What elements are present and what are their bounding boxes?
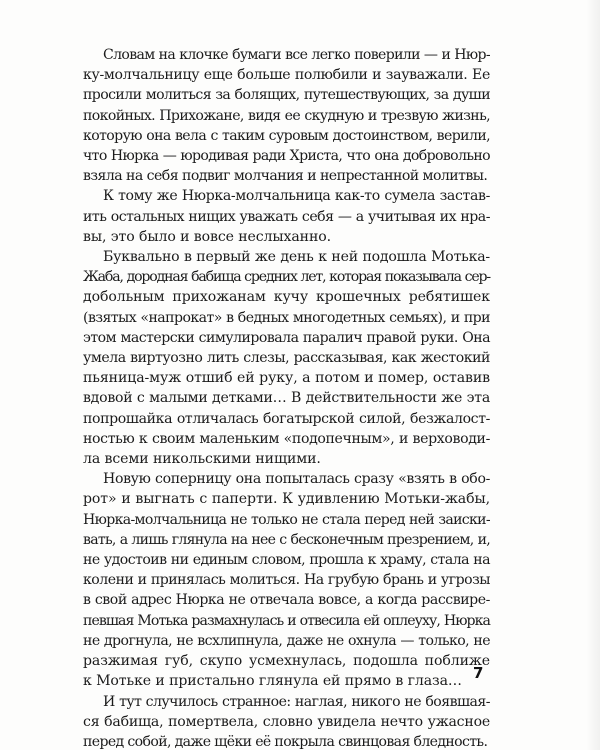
text-line: умела виртуозно лить слезы, рассказывая, как жестокий <box>83 348 490 368</box>
text-line: покойных. Прихожане, видя ее скудную и трезвую жизнь, <box>83 106 490 126</box>
text-line: просили молиться за болящих, путешествующих, за души <box>83 85 490 105</box>
text-line: к Мотьке и пристально глянула ей прямо в глаза… <box>83 671 490 691</box>
text-line: ностью к своим маленьким «подопечным», и верховоди- <box>83 429 490 449</box>
text-line: добольным прихожанам кучу крошечных ребятишек <box>83 287 490 307</box>
text-line: перед собой, даже щёки её покрыла свинцовая бледность. <box>83 732 490 752</box>
text-line: вать, а лишь глянула на нее с бесконечным презрением, и, <box>83 530 490 550</box>
paragraph <box>83 45 490 186</box>
text-line: певшая Мотька размахнулась и отвесила ей оплеуху, Нюрка <box>83 611 490 631</box>
text-line: ить остальных нищих уважать себя — а учитывая их нра- <box>83 207 490 227</box>
text-line: рот» и выгнать с паперти. К удивлению Мотьки-жабы, <box>83 489 490 509</box>
paragraph <box>83 469 490 691</box>
text-line: не дрогнула, не всхлипнула, даже не охнула — только, не <box>83 631 490 651</box>
text-line: этом мастерски симулировала паралич правой руки. Она <box>83 328 490 348</box>
text-line: Жаба, дородная бабища средних лет, которая показывала сер- <box>83 267 490 287</box>
text-line: Новую соперницу она попыталась сразу «взять в обо- <box>83 469 490 489</box>
body-text <box>83 45 490 752</box>
text-line: Нюрка-молчальница не только не стала перед ней заиски- <box>83 510 490 530</box>
text-line: в свой адрес Нюрка не отвечала вовсе, а когда рассвире- <box>83 590 490 610</box>
text-line: взяла на себя подвиг молчания и непрестанной молитвы. <box>83 166 490 186</box>
page-number: 7 <box>473 664 483 682</box>
text-line: что Нюрка — юродивая ради Христа, что она добровольно <box>83 146 490 166</box>
paragraph <box>83 247 490 469</box>
text-line: не удостоив ни единым словом, прошла к храму, стала на <box>83 550 490 570</box>
text-line: И тут случилось странное: наглая, никого не боявшая- <box>83 692 490 712</box>
text-line: колени и принялась молиться. На грубую брань и угрозы <box>83 570 490 590</box>
text-line: которую она вела с таким суровым достоинством, верили, <box>83 126 490 146</box>
text-line: Словам на клочке бумаги все легко поверили — и Нюр- <box>83 45 490 65</box>
text-line: (взятых «напрокат» в бедных многодетных семьях), и при <box>83 308 490 328</box>
text-line: К тому же Нюрка-молчальница как-то сумела застав- <box>83 186 490 206</box>
text-line: попрошайка отличалась богатырской силой, безжалост- <box>83 409 490 429</box>
text-line: вы, это было и вовсе неслыханно. <box>83 227 490 247</box>
text-line: разжимая губ, скупо усмехнулась, подошла поближе <box>83 651 490 671</box>
text-line: вдовой с малыми детками… В действительности же эта <box>83 388 490 408</box>
text-line: ла всеми никольскими нищими. <box>83 449 490 469</box>
text-line: ся бабища, помертвела, словно увидела нечто ужасное <box>83 712 490 732</box>
text-line: ку-молчальницу еще больше полюбили и зауважали. Ее <box>83 65 490 85</box>
text-line: пьяница-муж отшиб ей руку, а потом и помер, оставив <box>83 368 490 388</box>
paragraph <box>83 692 490 752</box>
text-line: Буквально в первый же день к ней подошла Мотька- <box>83 247 490 267</box>
paragraph <box>83 186 490 247</box>
